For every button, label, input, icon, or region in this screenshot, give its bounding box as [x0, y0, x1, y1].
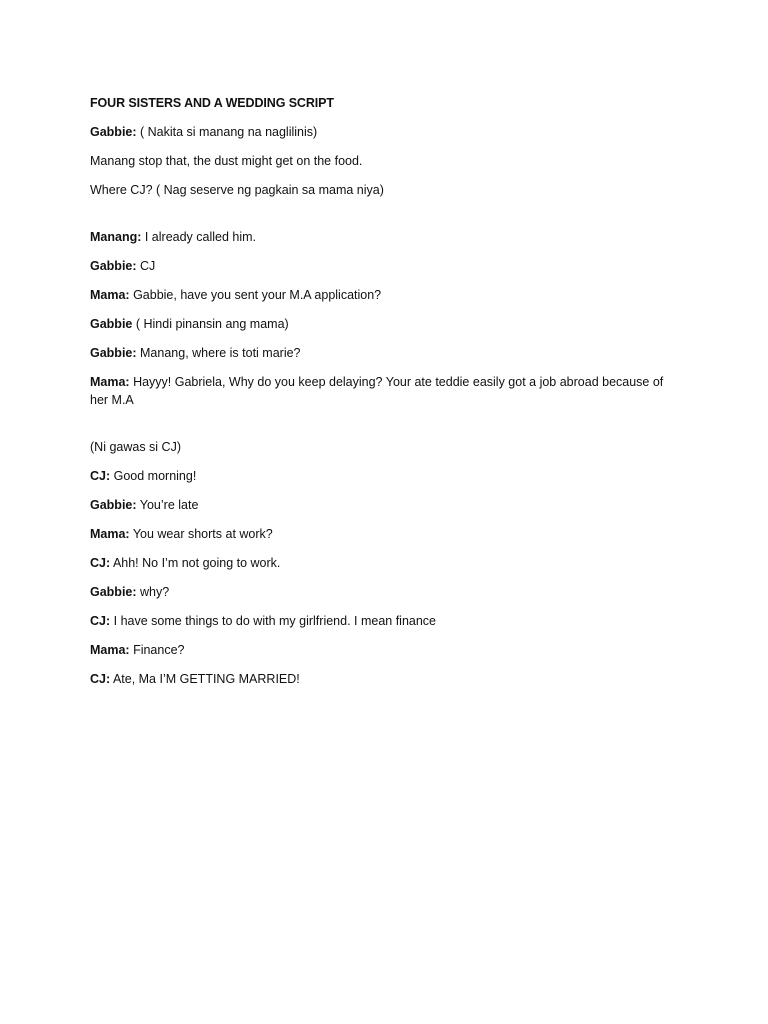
dialogue-text: ( Hindi pinansin ang mama): [132, 317, 289, 331]
speaker-name: CJ:: [90, 556, 111, 570]
script-line: [90, 123, 680, 141]
dialogue-text: I already called him.: [141, 230, 257, 244]
script-line: [90, 315, 680, 333]
script-line: [90, 583, 680, 601]
speaker-name: Gabbie:: [90, 259, 137, 273]
dialogue-text: Hayyy! Gabriela, Why do you keep delaying? Your ate teddie easily got a job abroad because of her M.A: [90, 375, 664, 407]
dialogue-text: Ahh! No I’m not going to work.: [110, 556, 281, 570]
script-line: [90, 438, 680, 456]
dialogue-text: Manang, where is toti marie?: [136, 346, 301, 360]
script-line: [90, 612, 680, 630]
dialogue-text: You wear shorts at work?: [129, 527, 273, 541]
speaker-name: CJ:: [90, 614, 111, 628]
dialogue-text: (Ni gawas si CJ): [90, 440, 181, 454]
dialogue-text: Good morning!: [110, 469, 197, 483]
script-line: [90, 181, 680, 199]
speaker-name: Gabbie:: [90, 125, 137, 139]
script-line: [90, 525, 680, 543]
dialogue-text: why?: [136, 585, 170, 599]
dialogue-text: I have some things to do with my girlfriend. I mean finance: [110, 614, 437, 628]
dialogue-text: Gabbie, have you sent your M.A application?: [129, 288, 382, 302]
script-line: [90, 670, 680, 688]
dialogue-text: ( Nakita si manang na naglilinis): [136, 125, 318, 139]
script-line: [90, 373, 680, 409]
speaker-name: Gabbie:: [90, 498, 137, 512]
script-line: [90, 641, 680, 659]
script-line: [90, 344, 680, 362]
dialogue-text: You’re late: [136, 498, 199, 512]
speaker-name: Gabbie:: [90, 346, 137, 360]
speaker-name: Gabbie: [90, 317, 133, 331]
speaker-name: CJ:: [90, 672, 111, 686]
dialogue-text: Ate, Ma I’M GETTING MARRIED!: [110, 672, 300, 686]
script-line: [90, 554, 680, 572]
dialogue-text: CJ: [136, 259, 156, 273]
document-title: FOUR SISTERS AND A WEDDING SCRIPT: [90, 96, 334, 110]
speaker-name: Mama:: [90, 527, 130, 541]
speaker-name: Mama:: [90, 288, 130, 302]
script-line: [90, 152, 680, 170]
speaker-name: Manang:: [90, 230, 142, 244]
speaker-name: Gabbie:: [90, 585, 137, 599]
script-line: [90, 496, 680, 514]
speaker-name: Mama:: [90, 375, 130, 389]
script-line: [90, 467, 680, 485]
script-line: [90, 286, 680, 304]
dialogue-text: Finance?: [129, 643, 185, 657]
dialogue-text: Manang stop that, the dust might get on the food.: [90, 154, 363, 168]
speaker-name: Mama:: [90, 643, 130, 657]
speaker-name: CJ:: [90, 469, 111, 483]
script-line: [90, 228, 680, 246]
script-line: [90, 257, 680, 275]
script-body: [90, 94, 680, 699]
dialogue-text: Where CJ? ( Nag seserve ng pagkain sa mama niya): [90, 183, 384, 197]
